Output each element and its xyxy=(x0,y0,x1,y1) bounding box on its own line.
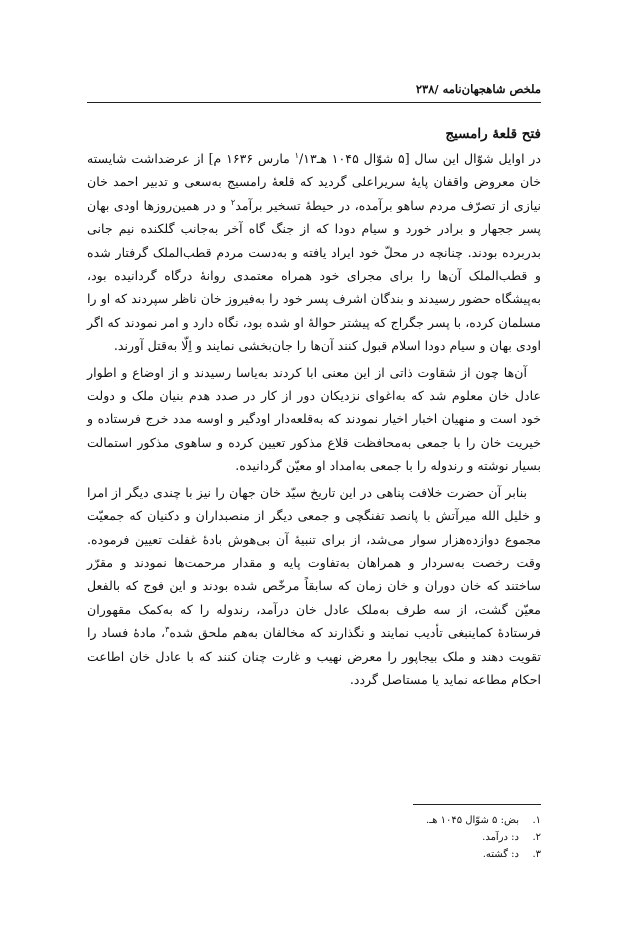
paragraph-1-part-b: /۱۳ مارس ۱۶۳۶ م] از عرضداشت شایسته خان معروض واقفان پایهٔ سریراعلی گردید که قلعهٔ رامسیج به‌سعی و تدبیر احمد خان نیازی از تصرّف مردم ساهو برآمده، در حیطهٔ تسخیر برآمد xyxy=(87,151,542,213)
footnote-text: د: درآمد. xyxy=(482,832,519,843)
footnote-item xyxy=(87,846,541,863)
paragraph-3-part-a: بنابر آن حضرت خلافت پناهی در این تاریخ سیّد خان جهان را نیز با چندی دیگر از امرا و خلیل الله میرآتش با پانصد تفنگچی و جمعی دیگر از منصبداران و دکنیان که جمعیّت مجموع دوازده‌هزار سوار می‌شد، از برای تنبیهٔ آن بی‌هوش بادهٔ غفلت تعیین فرموده. وقت رخصت به‌سردار و همراهان به‌تفاوت پایه و مقدار مرحمت‌ها نمودند و مقرّر ساختند که خان دوران و خان زمان که سابقاً مرخّص شده بودند و این فوج که بالفعل معیّن گشت، از سه طرف به‌ملک عادل خان درآمد، رندوله را که به‌کمک مقهوران فرستادهٔ کماینبغی تأدیب نمایند و نگذارند که مخالفان به‌هم ملحق شده xyxy=(87,484,541,641)
footnote-text: د: گشته. xyxy=(482,849,519,860)
footnote-separator xyxy=(413,804,541,805)
paragraph-1-part-a: در اوایل شوّال این سال [۵ شوّال ۱۰۴۵ هـ xyxy=(316,151,541,166)
footnote-item xyxy=(87,812,541,829)
paragraph-3 xyxy=(87,481,541,692)
footnote-item xyxy=(87,829,541,846)
paragraph-2: آن‌ها چون از شقاوت ذاتی از این معنی ابا کردند به‌یاسا رسیدند و از اوضاع و اطوار عادل خان معلوم شد که به‌اغوای نزدیکان دور از کار در صدد هدم بنیان ملک و دولت خود است و منهیان اخبار اخیار نمودند که به‌قلعه‌دار اودگیر و اوسه مدد خرج فرستاده و خیریت خان را با جمعی به‌محافظت قلاع مذکور تعیین کرده و ساهوی مذکور استمالت بسیار نوشته و رندوله را با جمعی به‌امداد او معیّن گردانیده. xyxy=(87,364,541,474)
footnote-ref-3: ۳ xyxy=(165,624,170,634)
paragraph-1-part-c: و در همین‌روزها اودی بهان پسر ججهار و برادر خورد و سیام دودا که از جنگ گاه آخر به‌جانب گلکنده نیم جانی بدربرده بودند. چنانچه در محلّ خود ایراد یافته و به‌دست مردم قطب‌الملک گرفتار شده و قطب‌الملک آن‌ها را برای مجرای خود همراه معتمدی روانهٔ درگاه گردانیده بود، به‌پیشگاه حضور رسیدند و بندگان اشرف پسر خود را به‌فیروز خان ناظر سپردند که او را مسلمان کرده، با پسر جگراج که پیشتر حوالهٔ او شده بود، نگاه دارد و امر نمودند که اگر اودی بهان و سیام دودا اسلام قبول کنند آن‌ها را جان‌بخشی نمایند و اِلّا به‌قتل آورند. xyxy=(87,197,541,354)
main-content xyxy=(87,122,541,691)
paragraph-1 xyxy=(87,147,541,358)
footnote-ref-1: ۱ xyxy=(294,150,299,160)
footnote-number: ۳. xyxy=(532,849,541,860)
footnote-text: بض: ۵ شوّال ۱۰۴۵ هـ. xyxy=(426,815,519,826)
section-title: فتح قلعهٔ رامسیج xyxy=(445,126,541,142)
running-header xyxy=(87,80,541,103)
running-header-text: ملخص شاهجهان‌نامه /۲۳۸ xyxy=(415,82,541,96)
footnote-ref-2: ۲ xyxy=(230,197,236,207)
footnote-number: ۱. xyxy=(532,815,541,826)
footnotes xyxy=(87,812,541,863)
paragraph-3-part-b: ، مادهٔ فساد را تقویت دهند و ملک بیجاپور را معرض نهیب و غارت چنان کنند که با عادل خان اطاعت احکام مطاعه نماید یا مستاصل گردد. xyxy=(87,625,541,687)
footnote-number: ۲. xyxy=(532,832,541,843)
